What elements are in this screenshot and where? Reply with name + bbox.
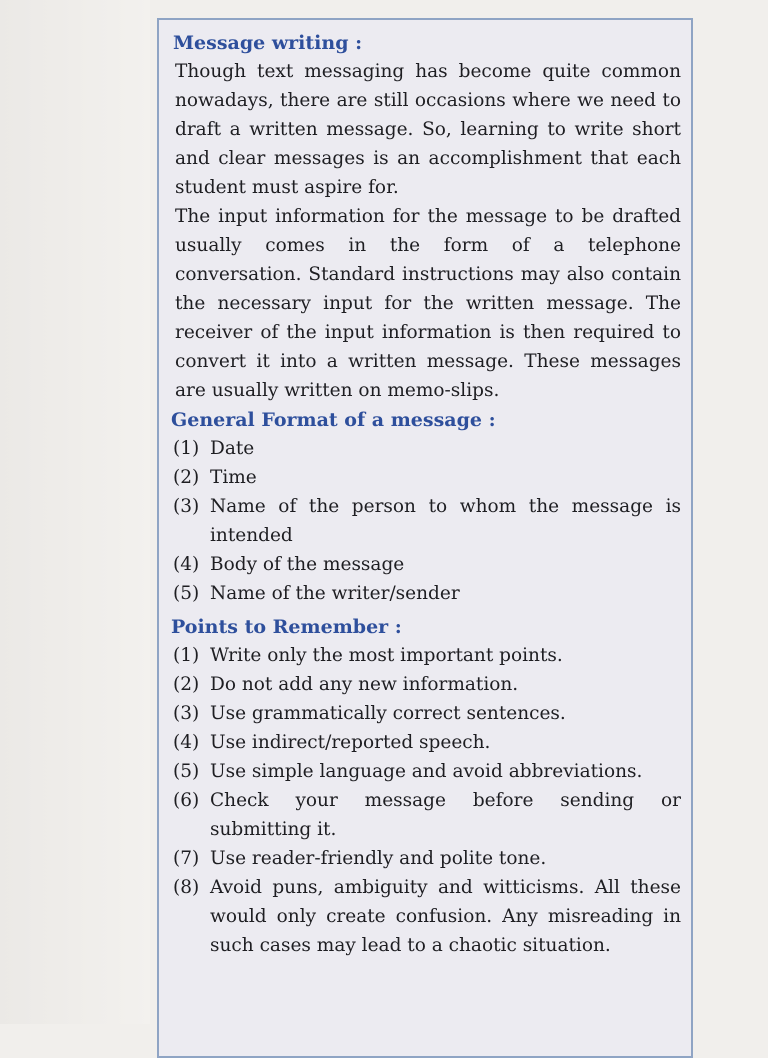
list-item-text: Time <box>210 467 257 488</box>
list-item-text: Use indirect/reported speech. <box>210 732 491 753</box>
list-item-text: Body of the message <box>210 554 405 575</box>
list-item <box>171 786 681 844</box>
list-item <box>171 728 681 757</box>
page-margin <box>0 0 150 1024</box>
message-writing-heading: Message writing : <box>173 32 363 54</box>
list-item-number: (6) <box>173 790 200 811</box>
list-item-text: Write only the most important points. <box>210 645 563 666</box>
list-item-text: Date <box>210 438 255 459</box>
list-item <box>171 757 681 786</box>
list-item <box>171 434 681 463</box>
list-item-number: (3) <box>173 703 200 724</box>
list-item <box>171 670 681 699</box>
list-item-number: (7) <box>173 848 200 869</box>
points-to-remember-heading: Points to Remember : <box>171 616 402 638</box>
message-writing-paragraph-2: The input information for the message to be drafted usually comes in the form of a telephone conversation. Standard instructions may also contain the necessary input for the written message. The receiver of the input information is then required to convert it into a written message. These messages are usually written on memo-slips. <box>175 206 681 401</box>
list-item-text: Use reader-friendly and polite tone. <box>210 848 547 869</box>
general-format-heading: General Format of a message : <box>171 409 496 431</box>
list-item-number: (3) <box>173 496 200 517</box>
list-item <box>171 579 681 608</box>
list-item-number: (5) <box>173 583 200 604</box>
list-item <box>171 844 681 873</box>
list-item-text: Use grammatically correct sentences. <box>210 703 566 724</box>
list-item <box>171 873 681 960</box>
list-item-text: Name of the writer/sender <box>210 583 460 604</box>
list-item-number: (2) <box>173 674 200 695</box>
list-item-number: (5) <box>173 761 200 782</box>
list-item-text: Name of the person to whom the message is intended <box>210 496 681 546</box>
list-item-number: (2) <box>173 467 200 488</box>
general-format-list <box>171 434 681 608</box>
list-item-number: (4) <box>173 732 200 753</box>
message-writing-box <box>157 18 693 1058</box>
list-item <box>171 641 681 670</box>
list-item-text: Use simple language and avoid abbreviations. <box>210 761 643 782</box>
list-item <box>171 699 681 728</box>
points-to-remember-list <box>171 641 681 960</box>
list-item <box>171 492 681 550</box>
list-item <box>171 550 681 579</box>
list-item <box>171 463 681 492</box>
list-item-number: (1) <box>173 645 200 666</box>
list-item-number: (4) <box>173 554 200 575</box>
message-writing-paragraph-1: Though text messaging has become quite common nowadays, there are still occasions where we need to draft a written message. So, learning to write short and clear messages is an accomplishment that each student must aspire for. <box>175 61 681 198</box>
list-item-number: (1) <box>173 438 200 459</box>
list-item-number: (8) <box>173 877 200 898</box>
list-item-text: Do not add any new information. <box>210 674 519 695</box>
list-item-text: Avoid puns, ambiguity and witticisms. All these would only create confusion. Any misreading in such cases may lead to a chaotic situation. <box>210 877 681 956</box>
list-item-text: Check your message before sending or submitting it. <box>210 790 681 840</box>
